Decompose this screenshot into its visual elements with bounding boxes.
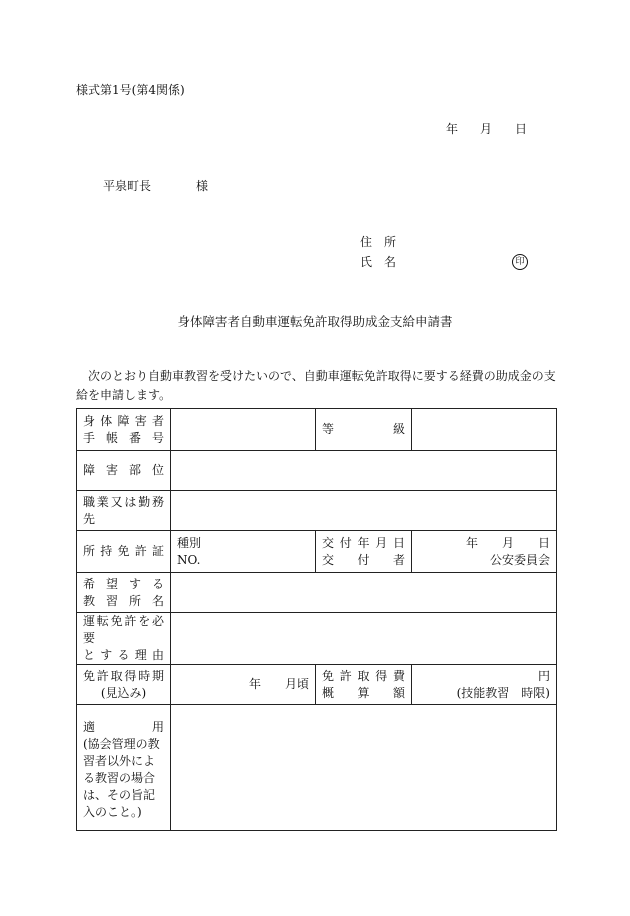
form-number: 様式第1号(第4関係)	[76, 83, 185, 97]
issue-field[interactable]	[412, 531, 557, 573]
document-title: 身体障害者自動車運転免許取得助成金支給申請書	[177, 314, 453, 329]
occupation-field[interactable]	[171, 491, 557, 531]
reason-label-line2: とする理由	[83, 648, 164, 662]
reason-label-cell	[77, 613, 171, 665]
acquisition-field[interactable]	[171, 665, 316, 705]
intro-text: 次のとおり自動車教習を受けたいので、自動車運転免許取得に要する経費の助成金の支給を申請します。	[76, 369, 556, 402]
issuer-label: 交付者	[322, 552, 405, 567]
disability-label-cell	[77, 451, 171, 491]
license-type-label: 種別	[177, 535, 202, 550]
table-row	[77, 573, 557, 613]
address-label: 住 所	[360, 235, 397, 249]
acquisition-label-line1: 免許取得時期	[83, 668, 164, 683]
remarks-label-cell	[77, 705, 171, 831]
cost-label-cell	[316, 665, 412, 705]
acquisition-label-line2: (見込み)	[100, 685, 147, 700]
table-row	[77, 705, 557, 831]
table-row	[77, 531, 557, 573]
handbook-number-field[interactable]	[171, 409, 316, 451]
issue-date-label: 交付年月日	[322, 535, 405, 550]
cost-yen-label: 円	[537, 668, 550, 683]
school-field[interactable]	[171, 573, 557, 613]
disability-label: 障害部位	[83, 463, 164, 477]
cost-field[interactable]	[412, 665, 557, 705]
public-safety-label: 公安委員会	[489, 552, 550, 567]
remarks-field[interactable]	[171, 705, 557, 831]
name-label: 氏 名	[360, 255, 397, 269]
date-year: 年	[446, 122, 459, 136]
remarks-note: (協会管理の教習者以外による教習の場合は、その旨記入のこと。)	[83, 737, 160, 819]
table-row	[77, 613, 557, 665]
license-label-cell	[77, 531, 171, 573]
school-label-cell	[77, 573, 171, 613]
date-month: 月	[480, 122, 493, 136]
occupation-label: 職業又は勤務先	[83, 494, 164, 526]
school-label-line1: 希望する	[83, 576, 164, 591]
date-day: 日	[515, 122, 528, 136]
license-type-field[interactable]	[171, 531, 316, 573]
occupation-label-cell	[77, 491, 171, 531]
grade-label: 等級	[322, 422, 405, 436]
license-no-label: NO.	[177, 552, 201, 567]
reason-label-line1: 運転免許を必要	[83, 614, 164, 645]
disability-field[interactable]	[171, 451, 557, 491]
cost-label-line1: 免許取得費	[322, 668, 405, 683]
acquisition-label-cell	[77, 665, 171, 705]
table-row	[77, 491, 557, 531]
license-label: 所持免許証	[83, 544, 164, 558]
table-row	[77, 409, 557, 451]
recipient: 平泉町長	[103, 179, 152, 193]
table-row	[77, 665, 557, 705]
reason-field[interactable]	[171, 613, 557, 665]
handbook-label-line2: 手帳番号	[83, 430, 164, 445]
school-label-line2: 教習所名	[83, 593, 164, 608]
cost-label-line2: 概算額	[322, 685, 405, 700]
handbook-label-cell	[77, 409, 171, 451]
issue-label-cell	[316, 531, 412, 573]
recipient-suffix: 様	[196, 179, 209, 193]
issue-date-placeholder: 年 月 日	[465, 535, 550, 550]
grade-field[interactable]	[412, 409, 557, 451]
application-table	[76, 408, 557, 831]
acquisition-placeholder: 年 月頃	[248, 677, 309, 691]
table-row	[77, 451, 557, 491]
remarks-title: 適用	[83, 720, 164, 734]
grade-label-cell	[316, 409, 412, 451]
handbook-label-line1: 身体障害者	[83, 413, 164, 428]
seal-icon: 印	[512, 254, 528, 270]
tech-hours-label: (技能教習 時限)	[456, 685, 550, 700]
